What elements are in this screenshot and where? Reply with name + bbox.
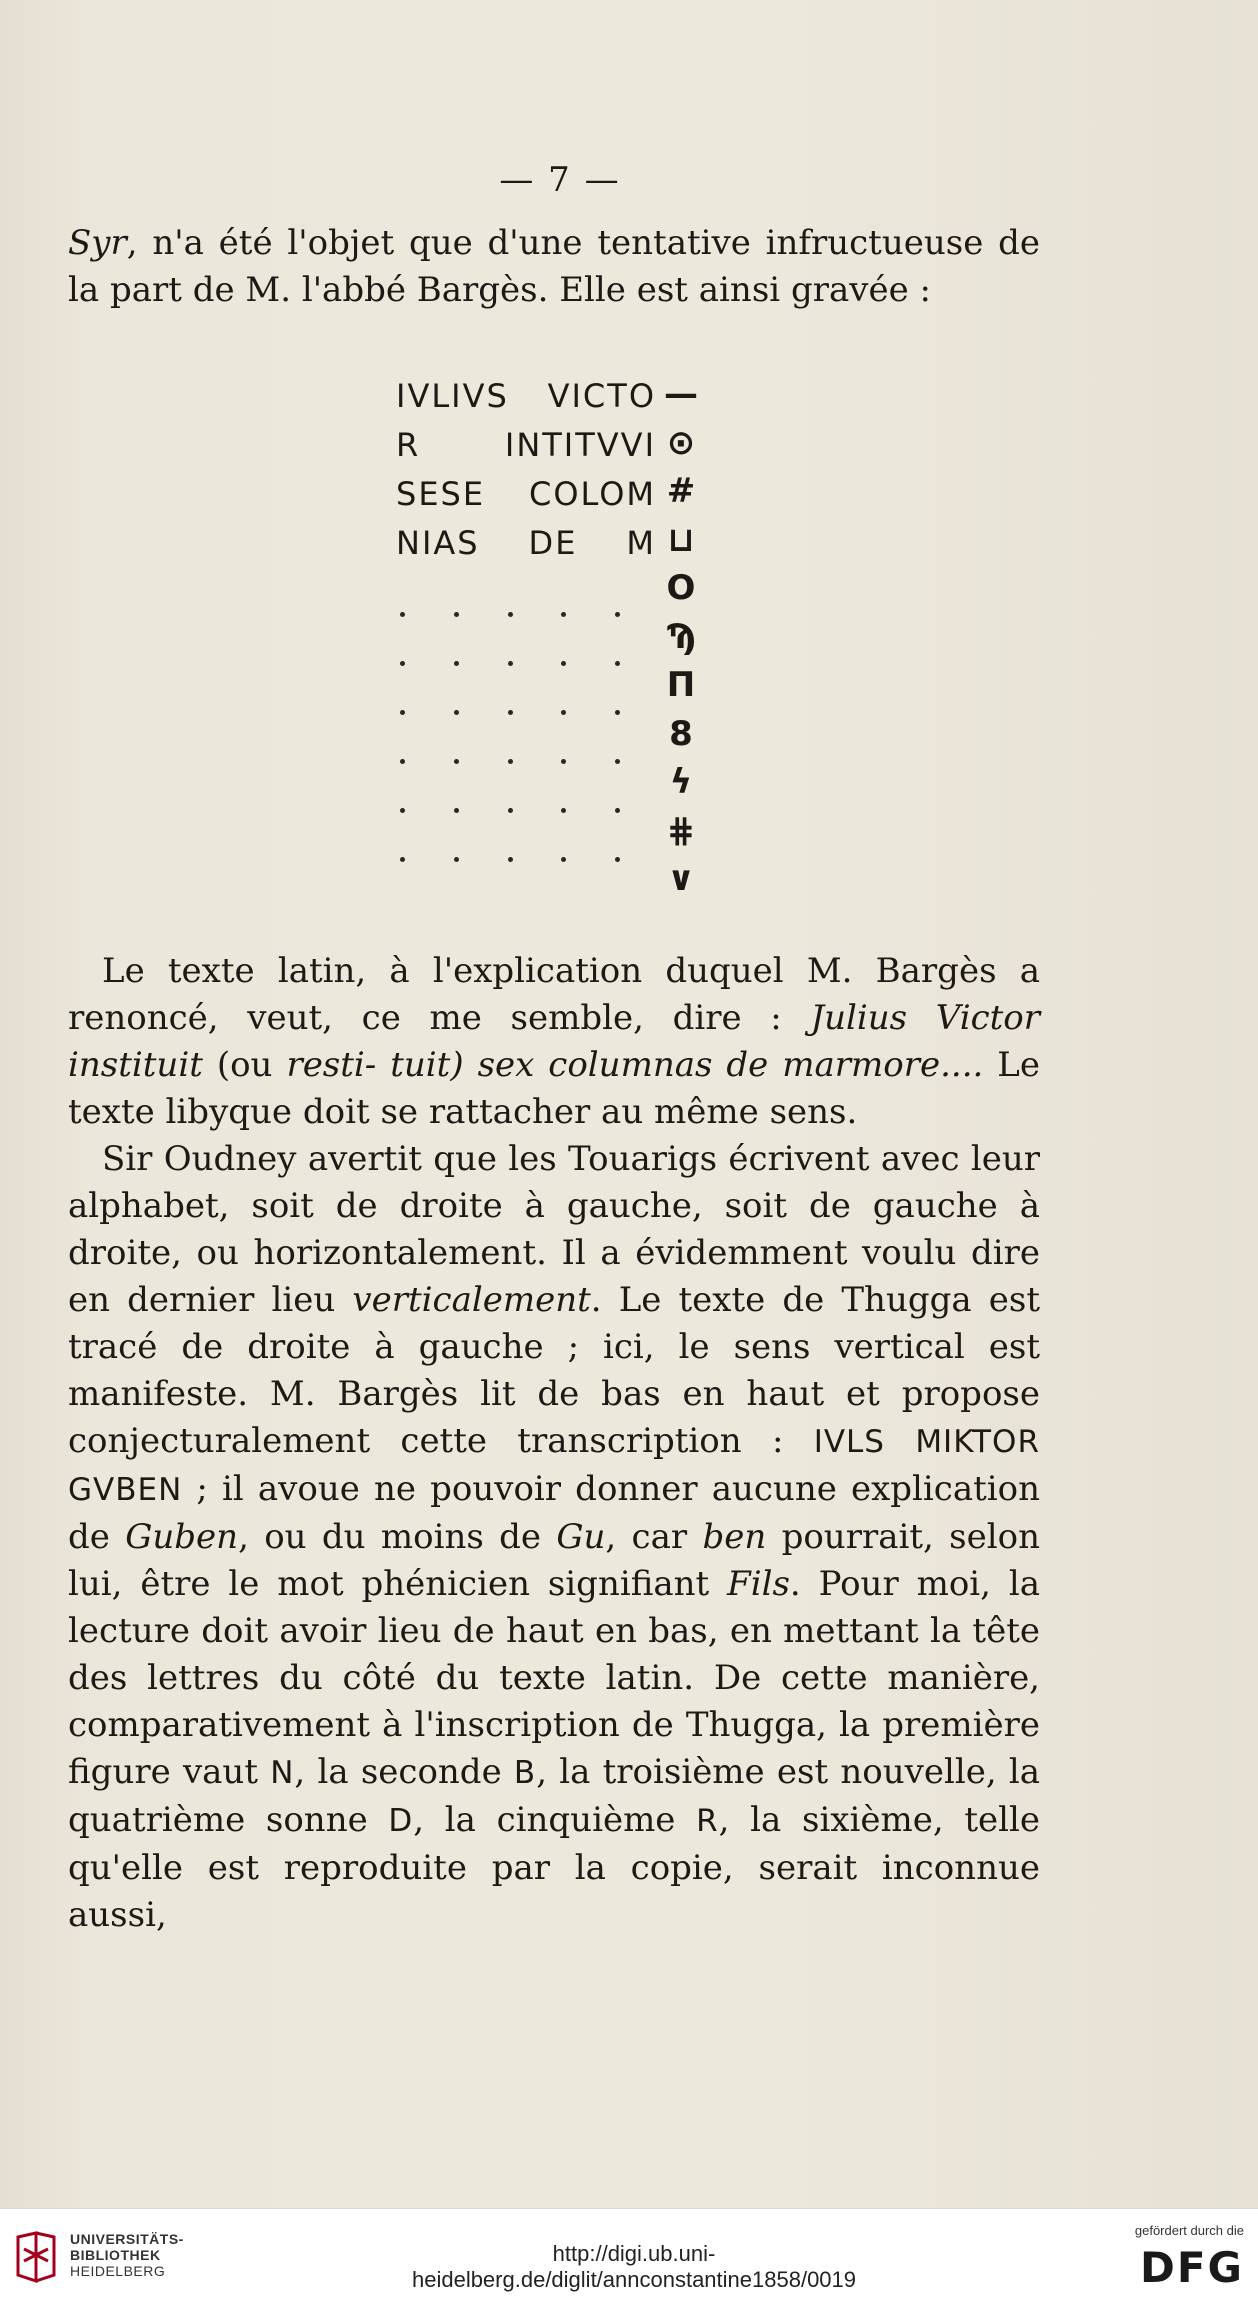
libyan-glyph: ⋕	[666, 810, 696, 851]
inscription-line	[396, 421, 656, 470]
text-run: . Le texte de Thugga est tracé de droite à gauche ; ici, le sens vertical est manifeste. M. Bargès lit de bas en haut et propose conjecturalement cette transcription :	[68, 1280, 1040, 1461]
inscription-word: VICTO	[547, 377, 656, 415]
inscription-word: COLOM	[528, 475, 656, 513]
libyan-glyph: ∨	[667, 859, 695, 899]
paragraph-intro	[68, 220, 1040, 314]
inscription-word: INTITVVI	[504, 426, 656, 464]
libyan-glyph: Ϡ	[665, 616, 697, 657]
text-run: Le texte latin, à l'explication duquel M. Bargès a renoncé, veut, ce me semble, dire :	[68, 951, 1040, 1038]
letter-caps: B	[513, 1755, 537, 1791]
inscription-word: R	[396, 426, 421, 464]
text-run: (ou	[202, 1045, 287, 1085]
libyan-glyph: ϟ	[669, 762, 693, 802]
institution-line: UNIVERSITÄTS-	[70, 2231, 184, 2247]
italic-term: verticalement	[352, 1280, 591, 1320]
letter-caps: N	[270, 1755, 295, 1791]
text-run: Le texte libyque doit se rattacher au même sens.	[68, 1045, 1040, 1132]
text-run: , la troisième est nouvelle, la quatrième sonne	[68, 1752, 1040, 1840]
libyan-glyph: —	[664, 374, 698, 414]
letter-caps: R	[696, 1803, 719, 1839]
page-number: — 7 —	[499, 160, 621, 200]
latin-inscription	[396, 372, 656, 568]
italic-term: Julius Victor instituit	[68, 998, 1040, 1085]
paragraph-text: , n'a été l'objet que d'une tentative infructueuse de la part de M. l'abbé Bargès. Elle est ainsi gravée :	[68, 223, 1040, 310]
text-run: ; il avoue ne pouvoir donner aucune explication de	[68, 1469, 1040, 1557]
library-footer	[0, 2208, 1258, 2297]
inscription-line	[396, 519, 656, 568]
paragraph-latin-explanation	[68, 948, 1040, 1136]
inscription-line	[396, 470, 656, 519]
libyan-glyph: ⊙	[666, 422, 696, 463]
text-run: , ou du moins de	[238, 1517, 557, 1557]
libyan-glyph: 8	[669, 713, 693, 754]
permalink-url[interactable]: http://digi.ub.uni-heidelberg.de/diglit/annconstantine1858/0019	[411, 2241, 857, 2292]
inscription-word: SESE	[396, 475, 486, 513]
text-run: Sir Oudney avertit que les Touarigs écrivent avec leur alphabet, soit de droite à gauche, soit de gauche à droite, ou horizontalement. Il a évidemment voulu dire en dernier lieu	[68, 1139, 1040, 1320]
text-run: , la sixième, telle qu'elle est reproduite par la copie, serait inconnue aussi,	[68, 1800, 1040, 1935]
inscription-word: NIAS	[396, 524, 480, 562]
university-library-logo-icon	[14, 2231, 58, 2283]
libyan-glyph: O	[666, 568, 696, 608]
transcription-caps: IVLS MIKTOR GVBEN	[68, 1424, 1041, 1508]
italic-term: Fils	[727, 1564, 790, 1604]
libyan-inscription-column	[656, 370, 706, 904]
inscription-word: M	[626, 524, 656, 562]
italic-term: Guben	[125, 1517, 239, 1557]
dfg-logo: DFG	[1139, 2243, 1244, 2292]
text-run: , la cinquième	[413, 1800, 697, 1840]
inscription-word: DE	[528, 524, 578, 562]
institution-line: BIBLIOTHEK	[70, 2247, 161, 2263]
institution-line: HEIDELBERG	[70, 2263, 166, 2279]
italic-term: Syr	[68, 223, 127, 263]
body-text	[68, 948, 1040, 1939]
italic-term: ben	[702, 1517, 767, 1557]
text-run: , la seconde	[294, 1752, 514, 1792]
libyan-glyph: Π	[666, 665, 696, 705]
inscription-lacuna-dots	[400, 590, 620, 884]
institution-name	[70, 2231, 184, 2279]
text-run: . Pour moi, la lecture doit avoir lieu de haut en bas, en mettant la tête des lettres du côté du texte latin. De cette manière, comparativement à l'inscription de Thugga, la première figure vaut	[68, 1564, 1041, 1792]
text-run: pourrait, selon lui, être le mot phénicien signifiant	[68, 1517, 1040, 1604]
italic-term: Gu	[556, 1517, 606, 1557]
libyan-glyph: ⊔	[667, 519, 695, 560]
text-run: , car	[605, 1517, 703, 1557]
libyan-glyph: #	[666, 471, 696, 511]
italic-term: resti- tuit) sex columnas de marmore....	[286, 1045, 984, 1085]
letter-caps: D	[388, 1803, 414, 1839]
inscription-word: IVLIVS	[396, 377, 509, 415]
paragraph-oudney	[68, 1136, 1040, 1939]
funding-note: gefördert durch die	[1134, 2223, 1244, 2238]
inscription-line	[396, 372, 656, 421]
